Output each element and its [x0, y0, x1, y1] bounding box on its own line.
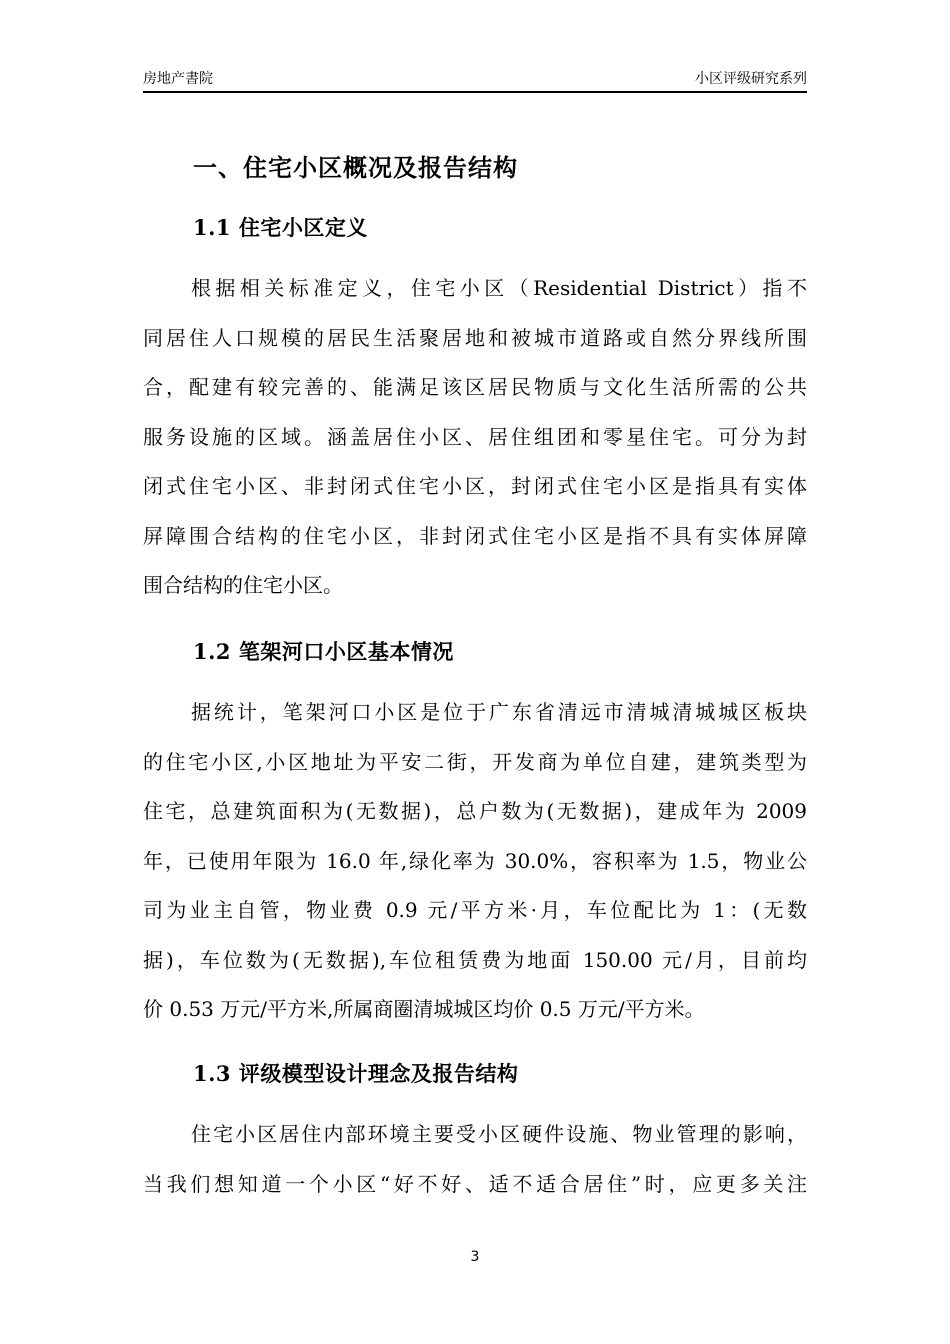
text-line: 根据相关标准定义，住宅小区（Residential District）指不 [191, 276, 807, 300]
text-line: 价 0.53 万元/平方米,所属商圈清城城区均价 0.5 万元/平方米。 [143, 997, 705, 1021]
section-heading-1-3: 1.3 评级模型设计理念及报告结构 [193, 1061, 519, 1086]
section-1-1-paragraph [143, 264, 807, 611]
text-line: 当我们想知道一个小区“好不好、适不适合居住”时，应更多关注 [143, 1171, 807, 1196]
text-line: 年，已使用年限为 16.0 年,绿化率为 30.0%，容积率为 1.5，物业公 [143, 848, 807, 873]
text-line: 住宅，总建筑面积为(无数据)，总户数为(无数据)，建成年为 2009 [143, 799, 807, 823]
chapter-title: 一、住宅小区概况及报告结构 [193, 154, 518, 182]
page-number: 3 [470, 1249, 480, 1265]
text-line: 的住宅小区,小区地址为平安二街，开发商为单位自建，建筑类型为 [143, 749, 807, 774]
header-divider [143, 91, 807, 93]
section-heading-1-2: 1.2 笔架河口小区基本情况 [193, 639, 454, 664]
text-line: 闭式住宅小区、非封闭式住宅小区，封闭式住宅小区是指具有实体 [143, 474, 807, 498]
text-line: 服务设施的区域。涵盖居住小区、居住组团和零星住宅。可分为封 [143, 424, 807, 449]
section-1-3-paragraph [143, 1110, 807, 1209]
section-1-2-paragraph [143, 688, 807, 1035]
header-series-title: 小区评级研究系列 [695, 71, 807, 87]
section-heading-1-1: 1.1 住宅小区定义 [193, 215, 368, 240]
text-line: 合，配建有较完善的、能满足该区居民物质与文化生活所需的公共 [143, 375, 807, 399]
text-line: 据统计，笔架河口小区是位于广东省清远市清城清城城区板块 [191, 700, 807, 724]
text-line: 屏障围合结构的住宅小区，非封闭式住宅小区是指不具有实体屏障 [143, 523, 807, 548]
text-line: 据)，车位数为(无数据),车位租赁费为地面 150.00 元/月，目前均 [143, 947, 807, 972]
text-line: 住宅小区居住内部环境主要受小区硬件设施、物业管理的影响， [191, 1122, 807, 1146]
header-publisher: 房地产書院 [143, 71, 213, 87]
page-header [143, 66, 807, 88]
text-line: 同居住人口规模的居民生活聚居地和被城市道路或自然分界线所围 [143, 325, 807, 350]
text-line: 围合结构的住宅小区。 [143, 573, 343, 597]
text-line: 司为业主自管，物业费 0.9 元/平方米·月，车位配比为 1：(无数 [143, 898, 807, 922]
